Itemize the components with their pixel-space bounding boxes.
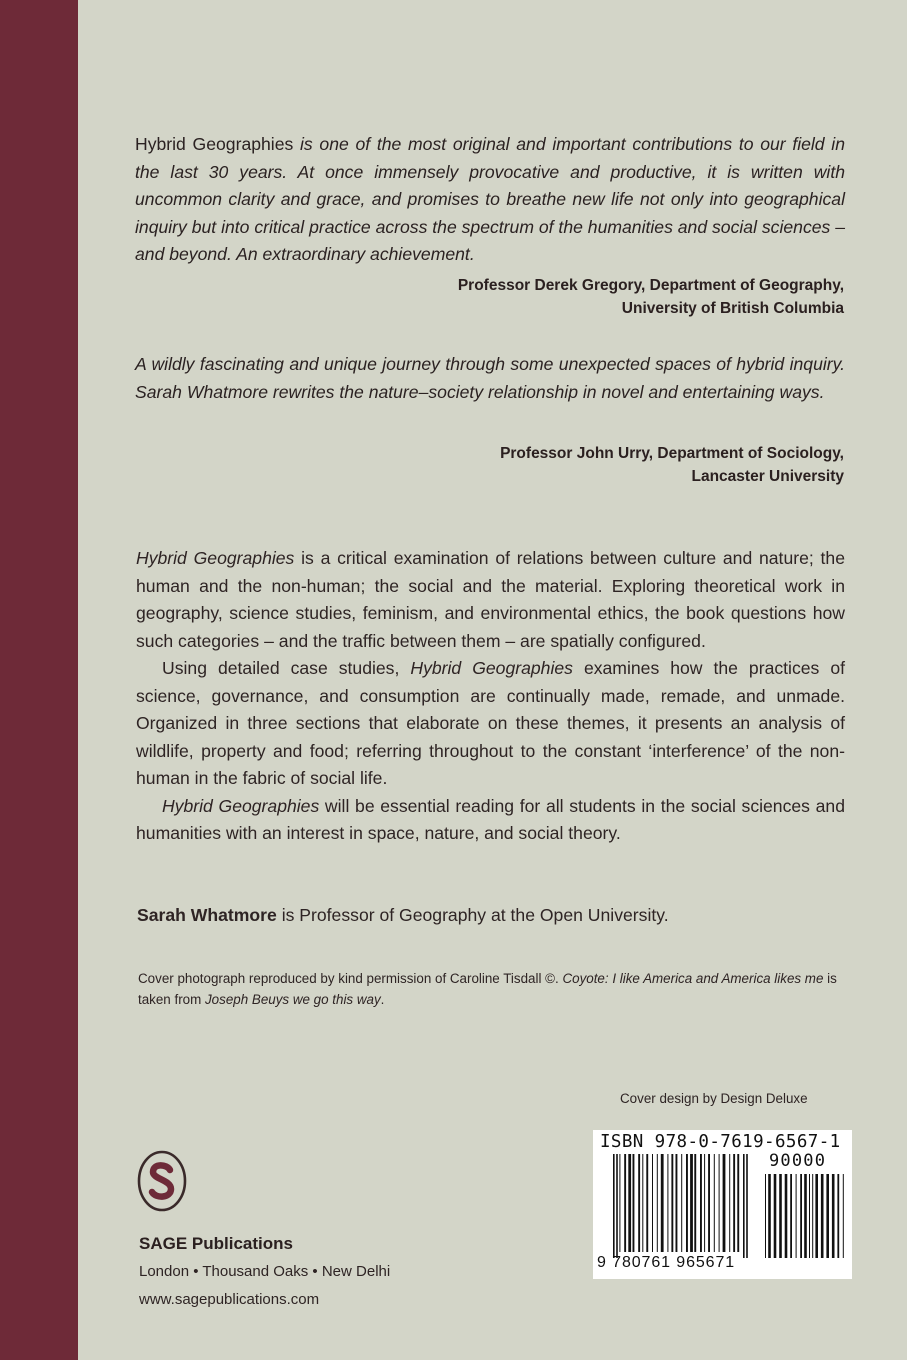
barcode-bar — [743, 1154, 745, 1258]
barcode-bar — [800, 1174, 802, 1258]
credit-before: Cover photograph reproduced by kind permission of Caroline Tisdall ©. — [138, 971, 563, 986]
review-1-attribution-line-2: University of British Columbia — [621, 300, 844, 317]
barcode-bar — [774, 1174, 777, 1258]
barcode-bar — [832, 1174, 835, 1258]
description-3-text: will be essential reading for all students in the social sciences and humanities with an interest in space, nature, and social theory. — [136, 795, 845, 843]
barcode-bar — [843, 1174, 844, 1258]
barcode-bar — [624, 1154, 626, 1252]
description-paragraph-3 — [136, 793, 845, 848]
barcode-bar — [619, 1154, 620, 1252]
barcode-bar — [779, 1174, 782, 1258]
description-3-title: Hybrid Geographies — [162, 795, 320, 816]
cover-design-credit: Cover design by Design Deluxe — [620, 1091, 808, 1106]
barcode-bar — [723, 1154, 726, 1252]
book-description — [136, 545, 845, 848]
credit-book-title: Joseph Beuys we go this way — [204, 992, 381, 1007]
barcode-bar — [821, 1174, 824, 1258]
barcode-bar — [785, 1174, 788, 1258]
barcode-bar — [733, 1154, 735, 1252]
barcode-bar — [809, 1174, 810, 1258]
barcode-bar — [826, 1174, 829, 1258]
description-paragraph-1 — [136, 545, 845, 655]
barcode-bar — [790, 1174, 792, 1258]
barcode-bar — [704, 1154, 705, 1252]
barcode-bar — [837, 1174, 839, 1258]
author-bio — [137, 903, 669, 927]
barcode-bar — [671, 1154, 673, 1252]
barcode-bar — [765, 1174, 766, 1258]
barcode-bar — [616, 1154, 618, 1258]
barcode-bar — [686, 1154, 688, 1252]
barcode-bar — [737, 1154, 739, 1252]
barcode-bar — [729, 1154, 730, 1252]
description-paragraph-2 — [136, 655, 845, 793]
review-quote-1 — [135, 131, 845, 269]
barcode-bar — [613, 1154, 615, 1258]
price-addon-number: 90000 — [769, 1151, 827, 1171]
credit-middle: is taken from — [138, 971, 837, 1007]
barcode-bar — [667, 1154, 668, 1252]
isbn-barcode — [593, 1130, 852, 1279]
review-1-attribution — [244, 274, 844, 320]
review-2-attribution-line-2: Lancaster University — [691, 468, 844, 485]
barcode-bar — [812, 1174, 813, 1258]
review-2-attribution — [244, 442, 844, 488]
barcode-bar — [815, 1174, 818, 1258]
isbn-text: ISBN 978-0-7619-6567-1 — [600, 1132, 841, 1152]
publisher-cities: London • Thousand Oaks • New Delhi — [139, 1263, 391, 1280]
publisher-url[interactable]: www.sagepublications.com — [139, 1291, 320, 1308]
review-2-text: A wildly fascinating and unique journey through some unexpected spaces of hybrid inquiry. Sarah Whatmore rewrites the nature–society relationship in novel and entertaining ways. — [135, 354, 845, 402]
barcode-bar — [661, 1154, 664, 1252]
review-1-text: is one of the most original and important contributions to our field in the last 30 years. At once immensely provocative and productive, it is written with uncommon clarity and grace, and promises to breathe new life not only into geographical inquiry but into critical practice across the spectrum of the humanities and social sciences – and beyond. An extraordinary achievement. — [135, 134, 845, 265]
review-quote-2 — [135, 351, 845, 406]
description-2-before: Using detailed case studies, — [162, 658, 411, 678]
author-bio-text: is Professor of Geography at the Open University. — [276, 905, 669, 925]
credit-end: . — [380, 992, 385, 1007]
sage-logo-icon — [137, 1150, 187, 1212]
barcode-bar — [708, 1154, 710, 1252]
publisher-name: SAGE Publications — [139, 1234, 293, 1253]
barcode-bar — [804, 1174, 807, 1258]
barcode-bar — [676, 1154, 678, 1252]
author-name: Sarah Whatmore — [137, 905, 277, 925]
review-1-book-title: Hybrid Geographies — [135, 134, 294, 154]
barcode-bar — [642, 1154, 643, 1252]
credit-work-title: Coyote: I like America and America likes me — [562, 971, 824, 986]
barcode-bar — [694, 1154, 696, 1252]
photo-credit — [138, 968, 850, 1010]
review-2-attribution-line-1: Professor John Urry, Department of Sociology, — [500, 445, 844, 462]
barcode-bar — [657, 1154, 658, 1252]
description-2-title: Hybrid Geographies — [410, 658, 573, 678]
barcode-bar — [714, 1154, 715, 1252]
barcode-bar — [633, 1154, 635, 1252]
barcode-bar — [700, 1154, 702, 1252]
description-2-after: examines how the practices of science, governance, and consumption are continually made, remade, and unmade. Organized in three sections that elaborate on these themes, it presents an analysis of wildlife, property and food; referring throughout to the constant ‘interference’ of the non-human in the fabric of social life. — [136, 658, 845, 788]
barcode-bar — [681, 1154, 682, 1252]
barcode-bar — [746, 1154, 748, 1258]
barcode-bar — [796, 1174, 797, 1258]
barcode-bar — [652, 1154, 653, 1252]
description-1-text: is a critical examination of relations between culture and nature; the human and the non-human; the social and the material. Exploring theoretical work in geography, science studies, feminism, and environmental ethics, the book questions how such categories – and the traffic between them – are spatially configured. — [136, 548, 845, 651]
barcode-bar — [690, 1154, 693, 1252]
spine-band — [0, 0, 78, 1360]
barcode-bar — [768, 1174, 771, 1258]
barcode-bar — [646, 1154, 648, 1252]
ean-number: 9 780761 965671 — [597, 1254, 736, 1271]
barcode-bar — [719, 1154, 720, 1252]
barcode-bar — [628, 1154, 631, 1252]
barcode-bar — [638, 1154, 640, 1252]
review-1-attribution-line-1: Professor Derek Gregory, Department of Geography, — [457, 277, 844, 294]
description-1-title: Hybrid Geographies — [136, 548, 295, 568]
